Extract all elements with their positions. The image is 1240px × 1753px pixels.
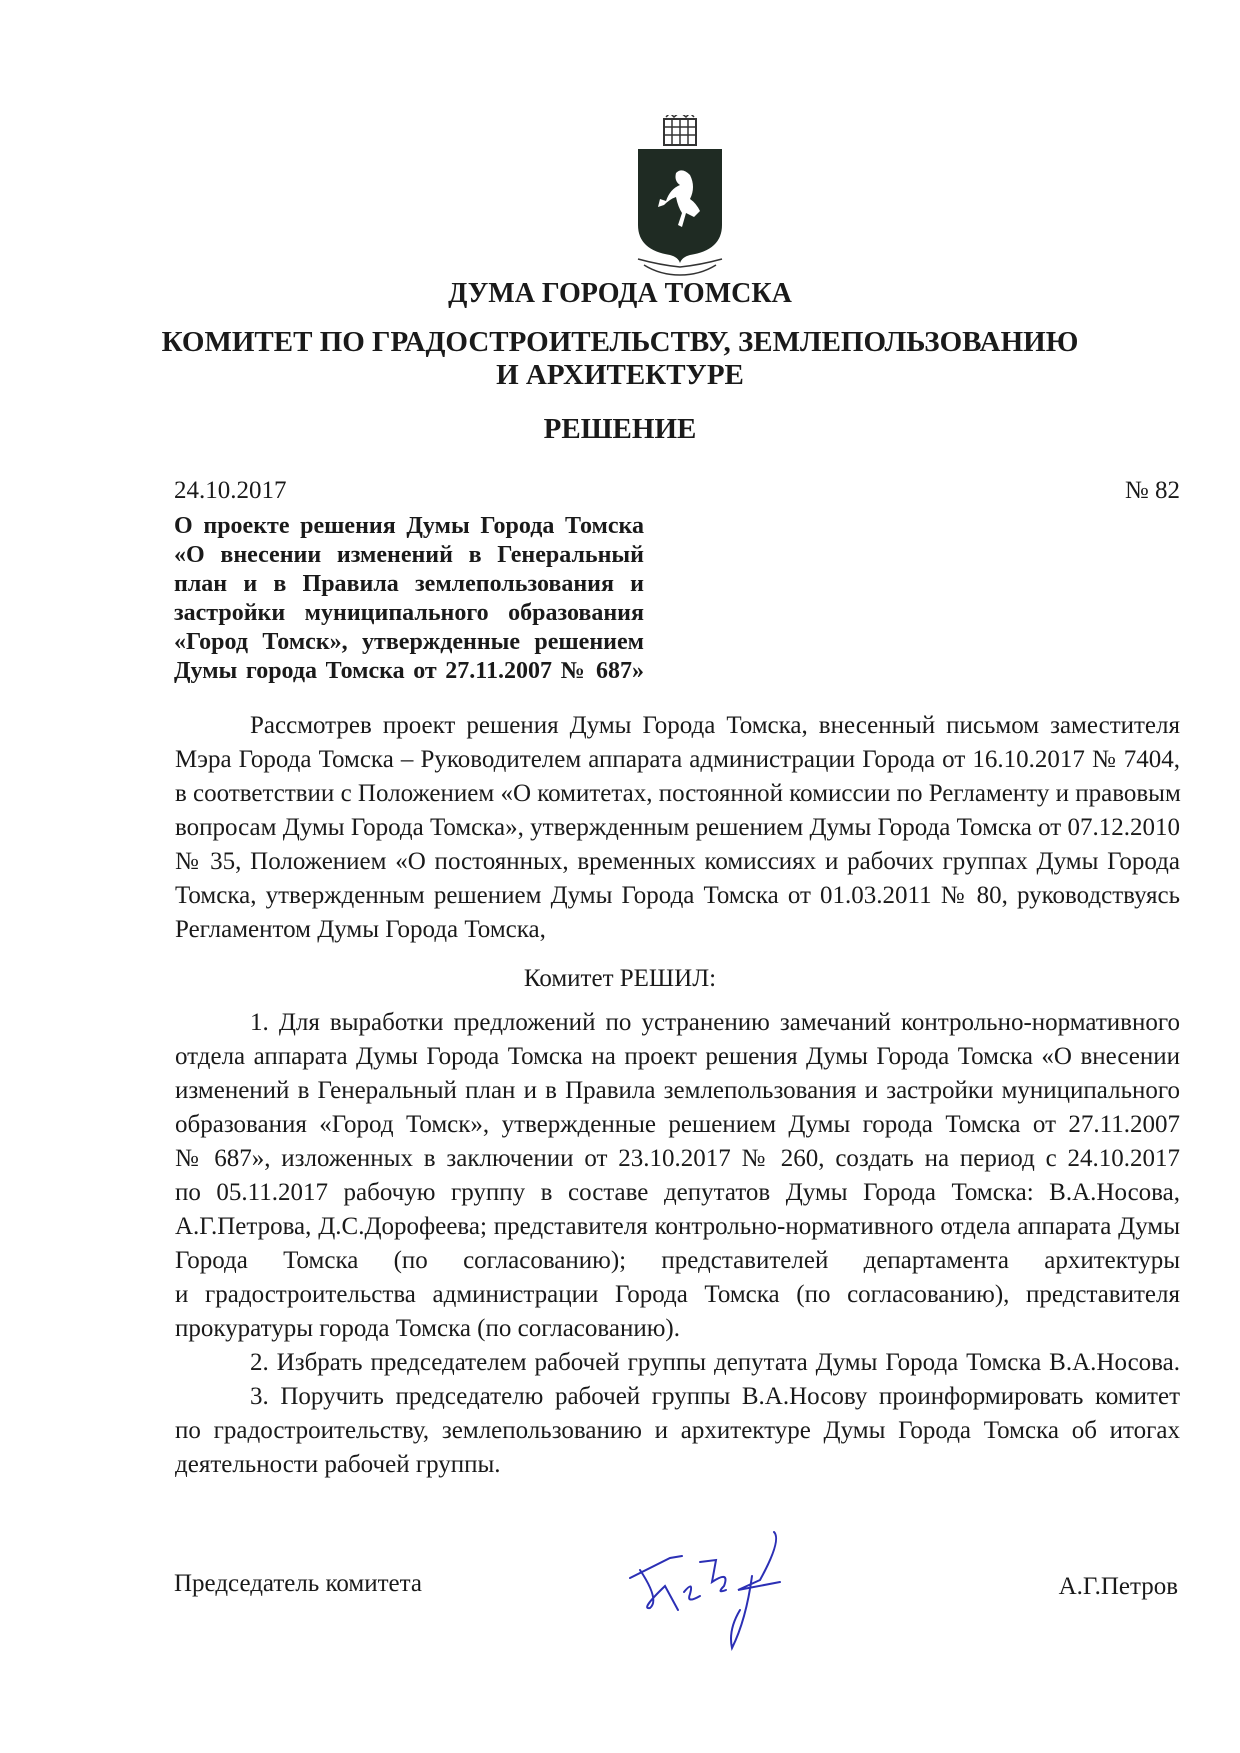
text-line: Города Томска (по согласованию); представителей департамента архитектуры bbox=[175, 1247, 1180, 1274]
text-line: по 05.11.2017 рабочую группу в составе депутатов Думы Города Томска: В.А.Носова, bbox=[175, 1179, 1180, 1206]
text-line: 2. Избрать председателем рабочей группы депутата Думы Города Томска В.А.Носова. bbox=[250, 1349, 1180, 1376]
signatory-position: Председатель комитета bbox=[174, 1570, 422, 1597]
document-date: 24.10.2017 bbox=[174, 477, 287, 504]
coat-of-arms-emblem bbox=[630, 115, 730, 277]
document-number: № 82 bbox=[1124, 477, 1180, 504]
text-line: деятельности рабочей группы. bbox=[175, 1451, 501, 1478]
crown-icon bbox=[664, 115, 696, 145]
committee-name-line2: И АРХИТЕКТУРЕ bbox=[496, 359, 744, 391]
signatory-name: А.Г.Петров bbox=[1058, 1573, 1178, 1600]
org-name: ДУМА ГОРОДА ТОМСКА bbox=[448, 278, 792, 309]
text-line: прокуратуры города Томска (по согласованию). bbox=[175, 1315, 680, 1342]
title-line: Думы города Томска от 27.11.2007 № 687» bbox=[174, 658, 644, 684]
title-line: О проекте решения Думы Города Томска bbox=[174, 513, 644, 539]
handwritten-signature bbox=[620, 1530, 810, 1660]
text-line: вопросам Думы Города Томска», утвержденным решением Думы Города Томска от 07.12.2010 bbox=[175, 814, 1180, 841]
text-line: Томска, утвержденным решением Думы Города Томска от 01.03.2011 № 80, руководствуясь bbox=[175, 882, 1180, 909]
text-line: по градостроительству, землепользованию и архитектуре Думы Города Томска об итогах bbox=[175, 1417, 1180, 1444]
title-line: план и в Правила землепользования и bbox=[174, 571, 644, 597]
text-line: и градостроительства администрации Города Томска (по согласованию), представителя bbox=[175, 1281, 1180, 1308]
text-line: Регламентом Думы Города Томска, bbox=[175, 916, 546, 943]
text-line: А.Г.Петрова, Д.С.Дорофеева; представителя контрольно-нормативного отдела аппарата Думы bbox=[175, 1213, 1180, 1240]
text-line: Мэра Города Томска – Руководителем аппарата администрации Города от 16.10.2017 № 7404, bbox=[175, 746, 1180, 773]
text-line: в соответствии с Положением «О комитетах, постоянной комиссии по Регламенту и правовым bbox=[175, 780, 1181, 807]
resolved-heading: Комитет РЕШИЛ: bbox=[523, 965, 717, 992]
text-line: № 35, Положением «О постоянных, временных комиссиях и рабочих группах Думы Города bbox=[175, 848, 1180, 875]
text-line: 1. Для выработки предложений по устранению замечаний контрольно-нормативного bbox=[250, 1009, 1180, 1036]
title-line: застройки муниципального образования bbox=[174, 600, 644, 626]
text-line: № 687», изложенных в заключении от 23.10.2017 № 260, создать на период с 24.10.2017 bbox=[175, 1145, 1180, 1172]
committee-name-line1: КОМИТЕТ ПО ГРАДОСТРОИТЕЛЬСТВУ, ЗЕМЛЕПОЛЬЗОВАНИЮ bbox=[161, 326, 1079, 358]
text-line: отдела аппарата Думы Города Томска на проект решения Думы Города Томска «О внесении bbox=[175, 1043, 1180, 1070]
text-line: изменений в Генеральный план и в Правила землепользования и застройки муниципального bbox=[175, 1077, 1180, 1104]
text-line: образования «Город Томск», утвержденные решением Думы города Томска от 27.11.2007 bbox=[175, 1111, 1180, 1138]
document-type: РЕШЕНИЕ bbox=[543, 413, 697, 445]
title-line: «О внесении изменений в Генеральный bbox=[174, 542, 644, 568]
text-line: Рассмотрев проект решения Думы Города Томска, внесенный письмом заместителя bbox=[250, 712, 1180, 739]
title-line: «Город Томск», утвержденные решением bbox=[174, 629, 644, 655]
text-line: 3. Поручить председателю рабочей группы В.А.Носову проинформировать комитет bbox=[250, 1383, 1180, 1410]
